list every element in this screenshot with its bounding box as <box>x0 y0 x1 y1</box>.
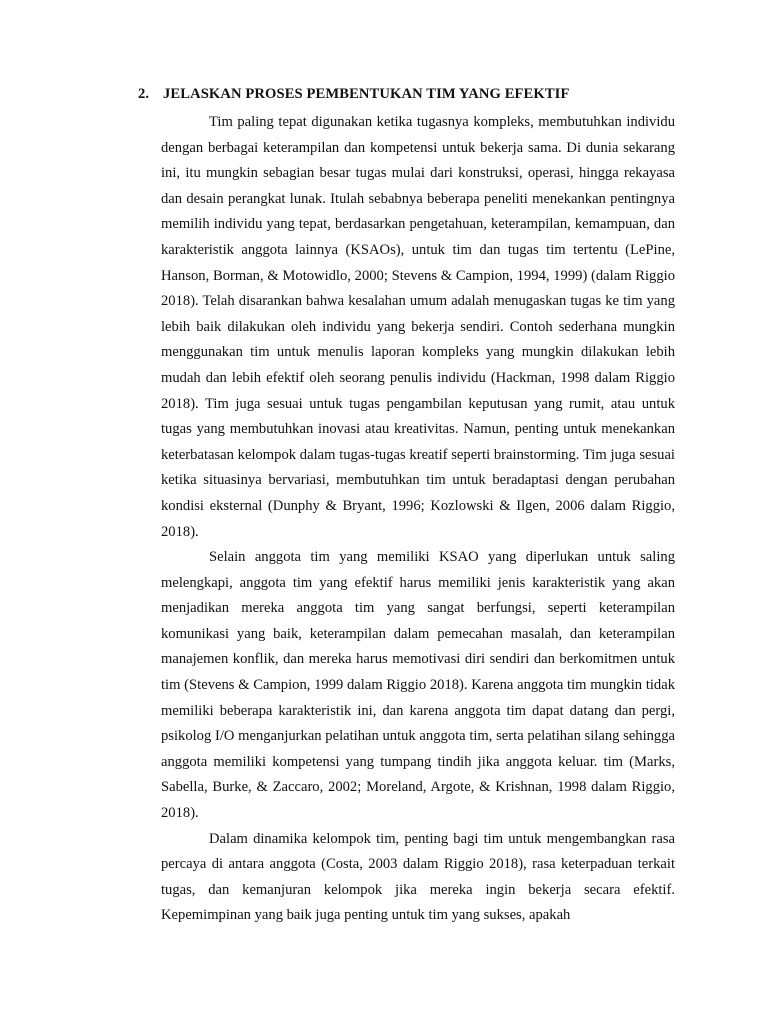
paragraph-3: Dalam dinamika kelompok tim, penting bagi tim untuk mengembangkan rasa percaya di antara anggota (Costa, 2003 dalam Riggio 2018), rasa keterpaduan terkait tugas, dan kemanjuran kelompok jika mereka ingin bekerja secara efektif. Kepemimpinan yang baik juga penting untuk tim yang sukses, apakah <box>161 830 675 924</box>
paragraph-1: Tim paling tepat digunakan ketika tugasnya kompleks, membutuhkan individu dengan berbagai keterampilan dan kompetensi untuk bekerja sama. Di dunia sekarang ini, itu mungkin sebagian besar tugas mulai dari konstruksi, operasi, hingga rekayasa dan desain perangkat lunak. Itulah sebabnya beberapa peneliti menekankan pentingnya memilih individu yang tepat, berdasarkan pengetahuan, keterampilan, kemampuan, dan karakteristik anggota lainnya (KSAOs), untuk tim dan tugas tim tertentu (LePine, Hanson, Borman, & Motowidlo, 2000; Stevens & Campion, 1994, 1999) (dalam Riggio 2018). Telah disarankan bahwa kesalahan umum adalah menugaskan tugas ke tim yang lebih baik dilakukan oleh individu yang bekerja sendiri. Contoh sederhana mungkin menggunakan tim untuk menulis laporan kompleks yang mungkin dilakukan lebih mudah dan lebih efektif oleh seorang penulis individu (Hackman, 1998 dalam Riggio 2018). Tim juga sesuai untuk tugas pengambilan keputusan yang rumit, atau untuk tugas yang membutuhkan inovasi atau kreativitas. Namun, penting untuk menekankan keterbatasan kelompok dalam tugas-tugas kreatif seperti brainstorming. Tim juga sesuai ketika situasinya bervariasi, membutuhkan tim untuk beradaptasi dengan perubahan kondisi eksternal (Dunphy & Bryant, 1996; Kozlowski & Ilgen, 2006 dalam Riggio, 2018). <box>161 114 675 540</box>
section-title: JELASKAN PROSES PEMBENTUKAN TIM YANG EFEKTIF <box>163 86 570 102</box>
paragraph-2: Selain anggota tim yang memiliki KSAO yang diperlukan untuk saling melengkapi, anggota tim yang efektif harus memiliki jenis karakteristik yang akan menjadikan mereka anggota tim yang sangat berfungsi, seperti keterampilan komunikasi yang baik, keterampilan dalam pemecahan masalah, dan keterampilan manajemen konflik, dan mereka harus memotivasi diri sendiri dan berkomitmen untuk tim (Stevens & Campion, 1999 dalam Riggio 2018). Karena anggota tim mungkin tidak memiliki beberapa karakteristik ini, dan karena anggota tim dapat datang dan pergi, psikolog I/O menganjurkan pelatihan untuk anggota tim, serta pelatihan silang sehingga anggota memiliki kompetensi yang tumpang tindih jika anggota keluar. tim (Marks, Sabella, Burke, & Zaccaro, 2002; Moreland, Argote, & Krishnan, 1998 dalam Riggio, 2018). <box>161 549 675 822</box>
section-number: 2. <box>138 86 150 102</box>
section-heading <box>138 86 569 103</box>
body-text <box>161 110 675 929</box>
